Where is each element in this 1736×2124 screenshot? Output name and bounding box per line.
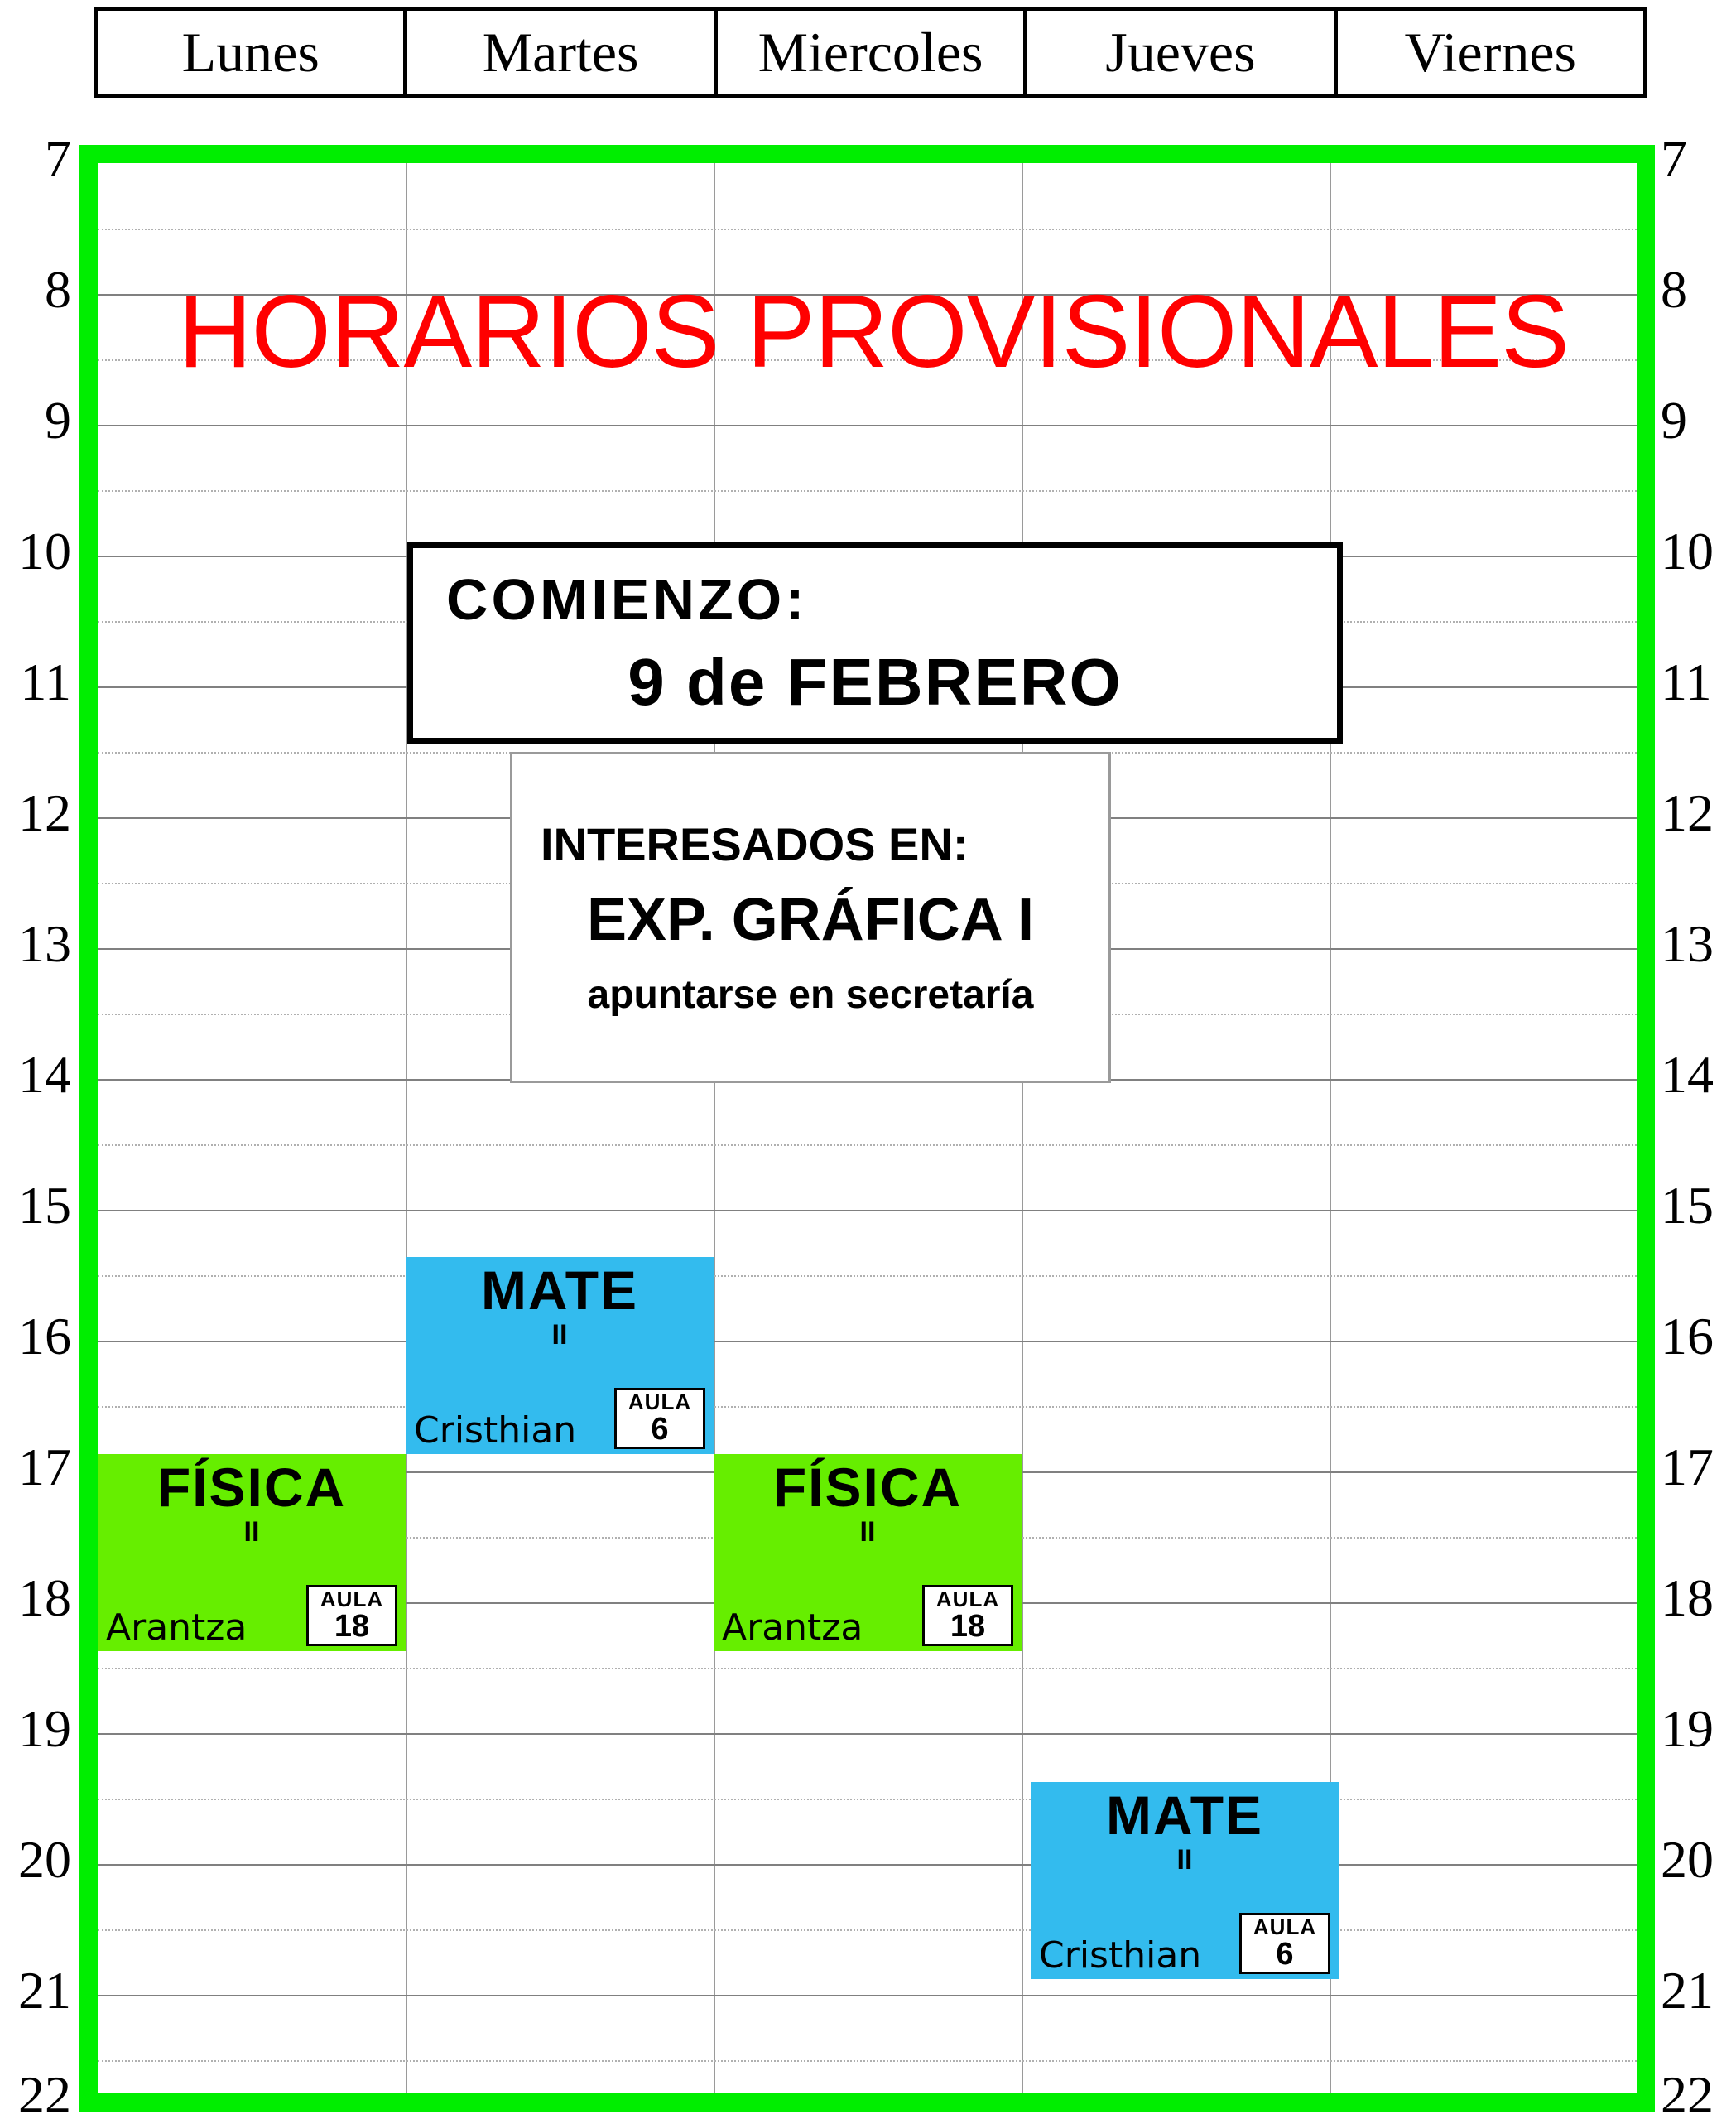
day-header-viernes: [1334, 7, 1647, 98]
class-aula: [306, 1585, 397, 1646]
aula-number: 6: [1276, 1937, 1294, 1972]
day-header-martes: [403, 7, 717, 98]
hour-label-right-17: 17: [1661, 1438, 1714, 1496]
half-line-7-30: [98, 229, 1637, 230]
class-aula: [922, 1585, 1013, 1646]
notice-interesados-line1: INTERESADOS EN:: [541, 818, 969, 870]
hour-label-left-16: 16: [18, 1307, 71, 1365]
hour-label-left-17: 17: [18, 1438, 71, 1496]
hour-label-right-12: 12: [1661, 783, 1714, 842]
hour-label-left-13: 13: [18, 914, 71, 973]
hour-label-right-21: 21: [1661, 1961, 1714, 2020]
class-subject: FÍSICA: [772, 1457, 963, 1518]
hour-line-19: [98, 1733, 1637, 1735]
day-label: Martes: [482, 20, 639, 84]
hour-label-right-16: 16: [1661, 1307, 1714, 1365]
half-line-20-30: [98, 1929, 1637, 1931]
day-header-row: [94, 7, 1643, 98]
aula-label: AULA: [1253, 1914, 1317, 1939]
day-label: Miercoles: [757, 20, 983, 84]
aula-label: AULA: [935, 1587, 1000, 1611]
notice-comienzo-line2: 9 de FEBRERO: [628, 644, 1123, 719]
hour-label-left-21: 21: [18, 1961, 71, 2020]
hour-line-21: [98, 1995, 1637, 1996]
class-footer: [406, 1388, 714, 1452]
hour-label-left-14: 14: [18, 1045, 71, 1104]
class-teacher: Cristhian: [414, 1409, 577, 1452]
hour-label-right-14: 14: [1661, 1045, 1714, 1104]
hour-label-left-11: 11: [20, 653, 71, 711]
hour-label-right-9: 9: [1661, 391, 1687, 450]
hour-line-20: [98, 1864, 1637, 1866]
aula-number: 18: [950, 1609, 986, 1644]
class-teacher: Arantza: [722, 1606, 863, 1649]
class-block-mate-martes[interactable]: [406, 1257, 714, 1454]
half-line-14-30: [98, 1144, 1637, 1146]
half-line-15-30: [98, 1275, 1637, 1277]
class-block-fisica-miercoles[interactable]: [714, 1454, 1022, 1651]
hour-label-right-20: 20: [1661, 1830, 1714, 1889]
day-label: Viernes: [1404, 20, 1577, 84]
class-footer: [98, 1585, 406, 1649]
half-line-16-30: [98, 1406, 1637, 1408]
hour-label-left-10: 10: [18, 522, 71, 580]
hour-label-left-18: 18: [18, 1568, 71, 1627]
day-header-miercoles: [714, 7, 1027, 98]
hour-line-16: [98, 1341, 1637, 1342]
aula-label: AULA: [628, 1390, 692, 1414]
hour-line-9: [98, 425, 1637, 426]
class-aula: [614, 1388, 705, 1449]
hour-label-left-19: 19: [18, 1699, 71, 1758]
class-block-mate-jueves[interactable]: [1031, 1782, 1339, 1979]
class-level: II: [1176, 1844, 1193, 1876]
half-line-18-30: [98, 1668, 1637, 1669]
hour-label-right-19: 19: [1661, 1699, 1714, 1758]
class-subject: FÍSICA: [156, 1457, 347, 1518]
aula-number: 18: [334, 1609, 370, 1644]
hour-label-right-11: 11: [1661, 653, 1712, 711]
aula-number: 6: [651, 1412, 669, 1447]
half-line-9-30: [98, 490, 1637, 492]
class-block-fisica-lunes[interactable]: [98, 1454, 406, 1651]
hour-label-right-10: 10: [1661, 522, 1714, 580]
class-level: II: [243, 1516, 260, 1548]
aula-label: AULA: [320, 1587, 384, 1611]
hour-label-left-8: 8: [45, 260, 71, 319]
hour-label-left-9: 9: [45, 391, 71, 450]
class-footer: [1031, 1913, 1339, 1977]
class-level: II: [859, 1516, 876, 1548]
column-divider-2: [714, 163, 715, 2093]
hour-label-left-12: 12: [18, 783, 71, 842]
day-label: Jueves: [1105, 20, 1256, 84]
notice-comienzo-line1: COMIENZO:: [446, 566, 808, 632]
hour-label-left-7: 7: [45, 129, 71, 188]
notice-interesados: [510, 752, 1111, 1083]
column-divider-3: [1022, 163, 1023, 2093]
half-line-21-30: [98, 2060, 1637, 2062]
class-teacher: Arantza: [106, 1606, 248, 1649]
class-subject: MATE: [1105, 1784, 1264, 1846]
day-header-jueves: [1023, 7, 1337, 98]
hour-label-left-22: 22: [18, 2065, 71, 2124]
notice-interesados-line3: apuntarse en secretaría: [587, 973, 1034, 1017]
schedule-grid: [79, 145, 1655, 2112]
notice-comienzo: [407, 542, 1343, 744]
hour-label-right-15: 15: [1661, 1176, 1714, 1235]
hour-line-15: [98, 1210, 1637, 1211]
hour-label-right-22: 22: [1661, 2065, 1714, 2124]
class-aula: [1239, 1913, 1330, 1974]
half-line-19-30: [98, 1799, 1637, 1800]
notice-interesados-line2: EXP. GRÁFICA I: [586, 887, 1035, 953]
day-label: Lunes: [181, 20, 320, 84]
hour-label-left-15: 15: [18, 1176, 71, 1235]
class-footer: [714, 1585, 1022, 1649]
column-divider-1: [406, 163, 407, 2093]
hour-label-left-20: 20: [18, 1830, 71, 1889]
hour-label-right-18: 18: [1661, 1568, 1714, 1627]
day-header-lunes: [94, 7, 407, 98]
class-subject: MATE: [480, 1259, 639, 1321]
hour-label-right-13: 13: [1661, 914, 1714, 973]
class-level: II: [551, 1319, 568, 1351]
page-title: HORARIOS PROVISIONALES: [178, 275, 1569, 389]
schedule-grid-inner: [98, 163, 1637, 2093]
hour-label-right-7: 7: [1661, 129, 1687, 188]
class-teacher: Cristhian: [1039, 1934, 1202, 1977]
hour-label-right-8: 8: [1661, 260, 1687, 319]
